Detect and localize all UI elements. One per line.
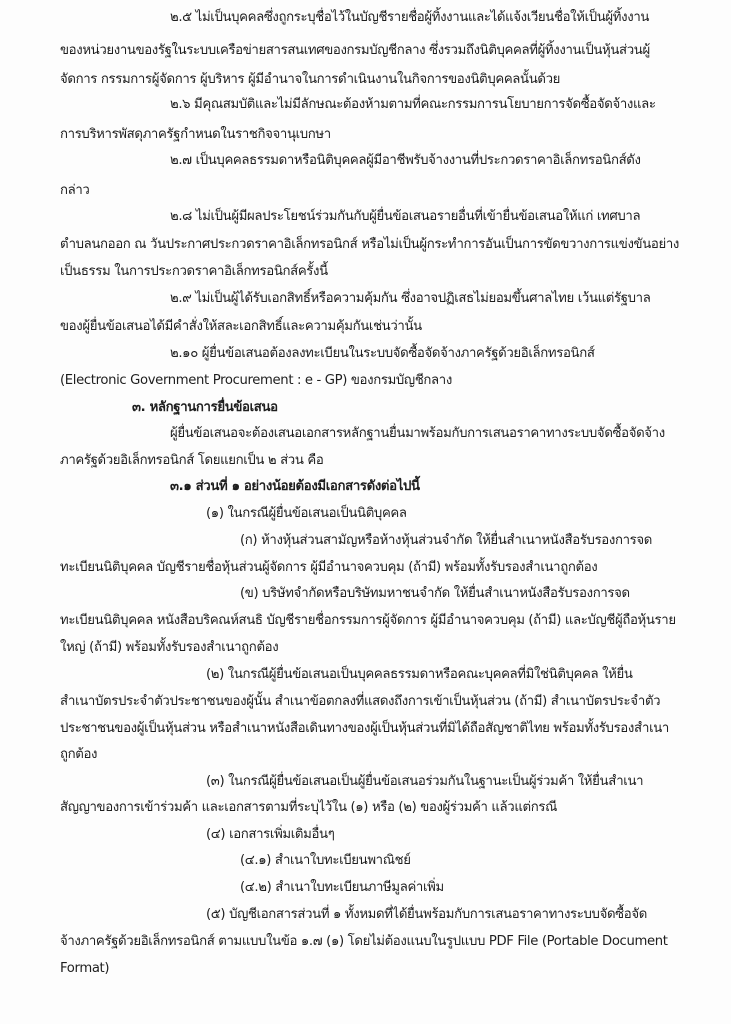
item-2-line-4: ถูกต้อง	[60, 747, 98, 762]
clause-2-10-line-1: ๒.๑๐ ผู้ยื่นข้อเสนอต้องลงทะเบียนในระบบจัดซื้อจัดจ้างภาครัฐด้วยอิเล็กทรอนิกส์	[170, 346, 595, 361]
item-4-1: (๔.๑) สำเนาใบทะเบียนพาณิชย์	[240, 853, 411, 868]
item-4-heading: (๔) เอกสารเพิ่มเติมอื่นๆ	[206, 827, 335, 842]
item-2-line-1: (๒) ในกรณีผู้ยื่นข้อเสนอเป็นบุคคลธรรมดาหรือคณะบุคคลที่มิใช่นิติบุคคล ให้ยื่น	[206, 667, 633, 682]
item-1b-line-2: ทะเบียนนิติบุคคล หนังสือบริคณห์สนธิ บัญชีรายชื่อกรรมการผู้จัดการ ผู้มีอำนาจควบคุม (ถ้ามี) และบัญชีผู้ถือหุ้นราย	[60, 613, 676, 628]
section-3-heading: ๓. หลักฐานการยื่นข้อเสนอ	[132, 400, 278, 415]
item-5-line-3: Format)	[60, 961, 110, 976]
item-2-line-2: สำเนาบัตรประจำตัวประชาชนของผู้นั้น สำเนาข้อตกลงที่แสดงถึงการเข้าเป็นหุ้นส่วน (ถ้ามี) สำเนาบัตรประจำตัว	[60, 694, 661, 709]
clause-2-5-line-1: ๒.๕ ไม่เป็นบุคคลซึ่งถูกระบุชื่อไว้ในบัญชีรายชื่อผู้ทิ้งงานและได้แจ้งเวียนชื่อให้เป็นผู้ทิ้งงาน	[170, 10, 650, 25]
item-2-line-3: ประชาชนของผู้เป็นหุ้นส่วน หรือสำเนาหนังสือเดินทางของผู้เป็นหุ้นส่วนที่มิได้ถือสัญชาติไทย พร้อมทั้งรับรองสำเนา	[60, 721, 669, 736]
section-3-1-heading: ๓.๑ ส่วนที่ ๑ อย่างน้อยต้องมีเอกสารดังต่อไปนี้	[170, 479, 420, 494]
item-1b-line-1: (ข) บริษัทจำกัดหรือบริษัทมหาชนจำกัด ให้ยื่นสำเนาหนังสือรับรองการจด	[240, 586, 630, 601]
clause-2-10-line-2: (Electronic Government Procurement : e - GP) ของกรมบัญชีกลาง	[60, 373, 452, 388]
item-1-heading: (๑) ในกรณีผู้ยื่นข้อเสนอเป็นนิติบุคคล	[206, 506, 407, 521]
clause-2-8-line-3: เป็นธรรม ในการประกวดราคาอิเล็กทรอนิกส์ครั้งนี้	[60, 264, 328, 279]
item-1b-line-3: ใหญ่ (ถ้ามี) พร้อมทั้งรับรองสำเนาถูกต้อง	[60, 640, 279, 655]
clause-2-9-line-2: ของผู้ยื่นข้อเสนอได้มีคำสั่งให้สละเอกสิทธิ์และความคุ้มกันเช่นว่านั้น	[60, 319, 422, 334]
item-3-line-1: (๓) ในกรณีผู้ยื่นข้อเสนอเป็นผู้ยื่นข้อเสนอร่วมกันในฐานะเป็นผู้ร่วมค้า ให้ยื่นสำเนา	[206, 774, 644, 789]
clause-2-6-line-2: การบริหารพัสดุภาครัฐกำหนดในราชกิจจานุเบกษา	[60, 127, 331, 142]
section-3-intro-line-2: ภาครัฐด้วยอิเล็กทรอนิกส์ โดยแยกเป็น ๒ ส่วน คือ	[60, 453, 324, 468]
clause-2-8-line-2: ตำบลนกออก ณ วันประกาศประกวดราคาอิเล็กทรอนิกส์ หรือไม่เป็นผู้กระทำการอันเป็นการขัดขวางการแข่งขันอย่าง	[60, 237, 679, 252]
clause-2-5-line-3: จัดการ กรรมการผู้จัดการ ผู้บริหาร ผู้มีอำนาจในการดำเนินงานในกิจการของนิติบุคคลนั้นด้วย	[60, 72, 561, 87]
item-5-line-2: จ้างภาครัฐด้วยอิเล็กทรอนิกส์ ตามแบบในข้อ ๑.๗ (๑) โดยไม่ต้องแนบในรูปแบบ PDF File (Portable Document	[60, 934, 668, 949]
item-1a-line-2: ทะเบียนนิติบุคคล บัญชีรายชื่อหุ้นส่วนผู้จัดการ ผู้มีอำนาจควบคุม (ถ้ามี) พร้อมทั้งรับรองสำเนาถูกต้อง	[60, 560, 598, 575]
item-5-line-1: (๕) บัญชีเอกสารส่วนที่ ๑ ทั้งหมดที่ได้ยื่นพร้อมกับการเสนอราคาทางระบบจัดซื้อจัด	[206, 907, 647, 922]
clause-2-6-line-1: ๒.๖ มีคุณสมบัติและไม่มีลักษณะต้องห้ามตามที่คณะกรรมการนโยบายการจัดซื้อจัดจ้างและ	[170, 97, 656, 112]
clause-2-5-line-2: ของหน่วยงานของรัฐในระบบเครือข่ายสารสนเทศของกรมบัญชีกลาง ซึ่งรวมถึงนิติบุคคลที่ผู้ทิ้งงานเป็นหุ้นส่วนผู้	[60, 43, 650, 58]
item-3-line-2: สัญญาของการเข้าร่วมค้า และเอกสารตามที่ระบุไว้ใน (๑) หรือ (๒) ของผู้ร่วมค้า แล้วแต่กรณี	[60, 800, 557, 815]
item-1a-line-1: (ก) ห้างหุ้นส่วนสามัญหรือห้างหุ้นส่วนจำกัด ให้ยื่นสำเนาหนังสือรับรองการจด	[240, 533, 652, 548]
clause-2-7-line-1: ๒.๗ เป็นบุคคลธรรมดาหรือนิติบุคคลผู้มีอาชีพรับจ้างงานที่ประกวดราคาอิเล็กทรอนิกส์ดัง	[170, 153, 641, 168]
section-3-intro-line-1: ผู้ยื่นข้อเสนอจะต้องเสนอเอกสารหลักฐานยื่นมาพร้อมกับการเสนอราคาทางระบบจัดซื้อจัดจ้าง	[170, 426, 665, 441]
clause-2-7-line-2: กล่าว	[60, 183, 90, 198]
clause-2-9-line-1: ๒.๙ ไม่เป็นผู้ได้รับเอกสิทธิ์หรือความคุ้มกัน ซึ่งอาจปฏิเสธไม่ยอมขึ้นศาลไทย เว้นแต่รัฐบาล	[170, 291, 651, 306]
item-4-2: (๔.๒) สำเนาใบทะเบียนภาษีมูลค่าเพิ่ม	[240, 880, 444, 895]
clause-2-8-line-1: ๒.๘ ไม่เป็นผู้มีผลประโยชน์ร่วมกันกับผู้ยื่นข้อเสนอรายอื่นที่เข้ายื่นข้อเสนอให้แก่ เทศบาล	[170, 209, 641, 224]
